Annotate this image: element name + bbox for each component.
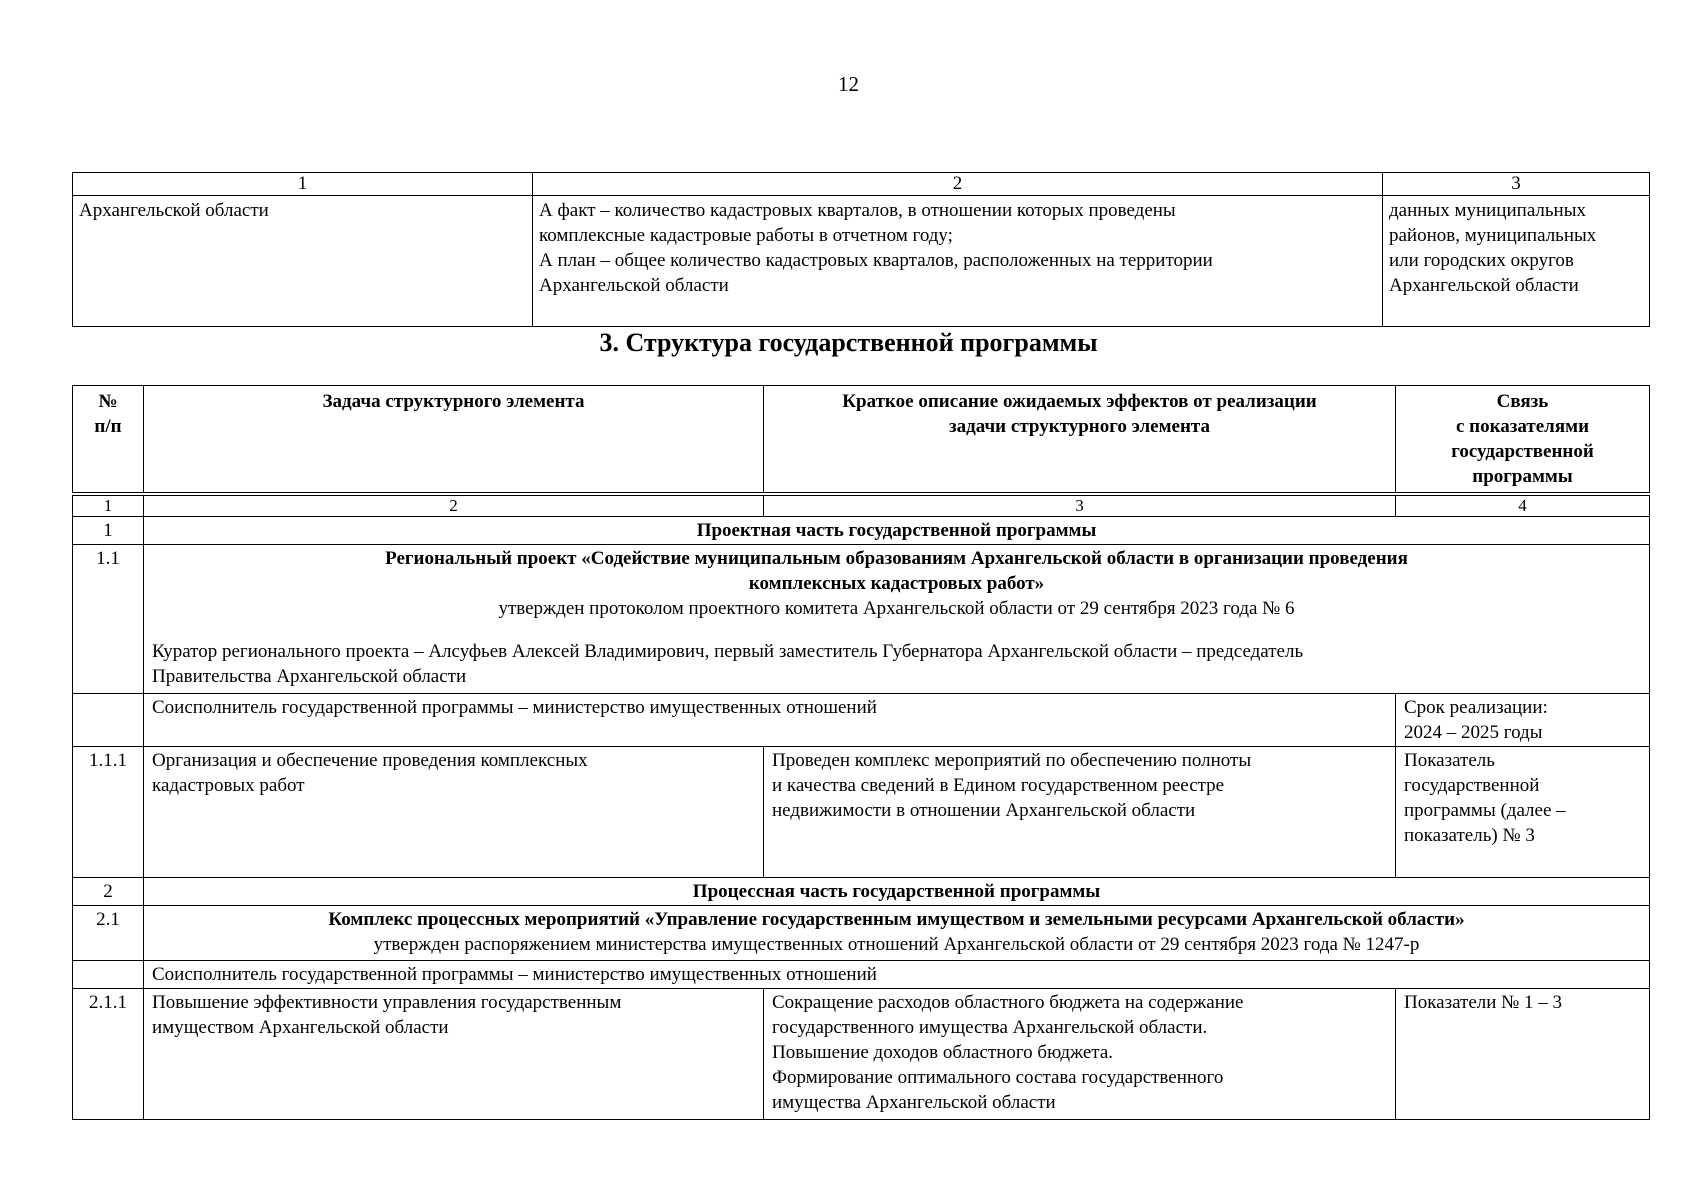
row-number: 2.1.1	[73, 989, 144, 1120]
continuation-table	[72, 172, 1650, 327]
column-number: 1	[73, 496, 144, 517]
text-line: имущества Архангельской области	[772, 1092, 1056, 1113]
indicator-link-cell: Показатели № 1 – 3	[1396, 989, 1650, 1120]
header-line: задачи структурного элемента	[948, 416, 1210, 437]
coexecutor-cell: Соисполнитель государственной программы – министерство имущественных отношений	[144, 694, 1396, 747]
empty-cell	[73, 961, 144, 989]
program-structure-table	[72, 385, 1650, 1120]
text-line: имуществом Архангельской области	[152, 1017, 449, 1038]
row-number: 1.1	[73, 545, 144, 694]
text-line: А план – общее количество кадастровых кварталов, расположенных на территории	[539, 250, 1213, 271]
page-number: 12	[838, 72, 859, 96]
effects-cell	[764, 747, 1396, 878]
complex-row	[73, 906, 1650, 961]
text-line: Повышение эффективности управления государственным	[152, 992, 622, 1013]
section-row	[73, 517, 1650, 545]
column-number: 3	[764, 496, 1396, 517]
coexecutor-row	[73, 694, 1650, 747]
text-line: Повышение доходов областного бюджета.	[772, 1042, 1114, 1063]
header-line: государственной	[1451, 441, 1594, 462]
project-title-line: комплексных кадастровых работ»	[748, 573, 1045, 594]
formula-description-cell	[533, 196, 1383, 327]
header-line: программы	[1472, 466, 1573, 487]
task-cell	[144, 747, 764, 878]
section-heading: Процессная часть государственной программы	[144, 878, 1650, 906]
text-line: кадастровых работ	[152, 775, 305, 796]
task-row	[73, 747, 1650, 878]
term-cell	[1396, 694, 1650, 747]
column-numbers-row	[73, 173, 1650, 196]
column-number: 1	[73, 173, 533, 196]
task-cell	[144, 989, 764, 1120]
text-line: программы (далее –	[1404, 800, 1566, 821]
text-line: Сокращение расходов областного бюджета на содержание	[772, 992, 1244, 1013]
task-row	[73, 989, 1650, 1120]
header-link	[1396, 386, 1650, 493]
term-line: 2024 – 2025 годы	[1404, 722, 1543, 743]
header-number	[73, 386, 144, 493]
coexecutor-row	[73, 961, 1650, 989]
text-line: и качества сведений в Едином государственном реестре	[772, 775, 1225, 796]
complex-title: Комплекс процессных мероприятий «Управление государственным имуществом и земельными ресурсами Архангельской области»	[328, 909, 1465, 930]
text-line: Архангельской области	[539, 275, 729, 296]
text-line: Проведен комплекс мероприятий по обеспечению полноты	[772, 750, 1252, 771]
text-line: или городских округов	[1389, 250, 1574, 271]
project-curator-line: Правительства Архангельской области	[152, 666, 467, 687]
header-line: №	[98, 391, 118, 412]
text-line: данных муниципальных	[1389, 200, 1586, 221]
header-line: с показателями	[1455, 416, 1590, 437]
project-title-line: Региональный проект «Содействие муниципальным образованиям Архангельской области в организации проведения	[385, 548, 1408, 569]
section-row	[73, 878, 1650, 906]
column-number: 2	[144, 496, 764, 517]
project-row	[73, 545, 1650, 694]
indicator-link-cell	[1396, 747, 1650, 878]
empty-cell	[73, 694, 144, 747]
text-line: Архангельской области	[1389, 275, 1579, 296]
header-row	[73, 386, 1650, 493]
header-line: Связь	[1496, 391, 1549, 412]
indicator-name-cell: Архангельской области	[73, 196, 533, 327]
text-line: Организация и обеспечение проведения комплексных	[152, 750, 588, 771]
row-number: 1.1.1	[73, 747, 144, 878]
project-cell	[144, 545, 1650, 694]
column-numbers-row	[73, 496, 1650, 517]
header-line: Краткое описание ожидаемых эффектов от реализации	[842, 391, 1317, 412]
text-line: А факт – количество кадастровых кварталов, в отношении которых проведены	[539, 200, 1176, 221]
project-approval: утвержден протоколом проектного комитета Архангельской области от 29 сентября 2023 года № 6	[498, 598, 1295, 619]
header-effects	[764, 386, 1396, 493]
complex-approval: утвержден распоряжением министерства имущественных отношений Архангельской области от 29 сентября 2023 года № 1247-р	[373, 934, 1420, 955]
column-number: 2	[533, 173, 1383, 196]
complex-cell	[144, 906, 1650, 961]
column-number: 3	[1383, 173, 1650, 196]
row-number: 2	[73, 878, 144, 906]
text-line: государственного имущества Архангельской области.	[772, 1017, 1208, 1038]
text-line: комплексные кадастровые работы в отчетном году;	[539, 225, 953, 246]
text-line: районов, муниципальных	[1389, 225, 1597, 246]
section-heading: Проектная часть государственной программы	[144, 517, 1650, 545]
text-line: показатель) № 3	[1404, 825, 1535, 846]
project-curator-line: Куратор регионального проекта – Алсуфьев Алексей Владимирович, первый заместитель Губернатора Архангельской области – председатель	[152, 641, 1304, 662]
coexecutor-cell: Соисполнитель государственной программы – министерство имущественных отношений	[144, 961, 1650, 989]
text-line: недвижимости в отношении Архангельской области	[772, 800, 1196, 821]
row-number: 2.1	[73, 906, 144, 961]
text-line: Формирование оптимального состава государственного	[772, 1067, 1224, 1088]
row-number: 1	[73, 517, 144, 545]
table-row	[73, 196, 1650, 327]
data-source-cell	[1383, 196, 1650, 327]
term-line: Срок реализации:	[1404, 697, 1548, 718]
header-task: Задача структурного элемента	[144, 386, 764, 493]
effects-cell	[764, 989, 1396, 1120]
column-number: 4	[1396, 496, 1650, 517]
text-line: Показатель	[1404, 750, 1495, 771]
header-line: п/п	[94, 416, 122, 437]
text-line: государственной	[1404, 775, 1540, 796]
section-title: 3. Структура государственной программы	[599, 328, 1098, 357]
